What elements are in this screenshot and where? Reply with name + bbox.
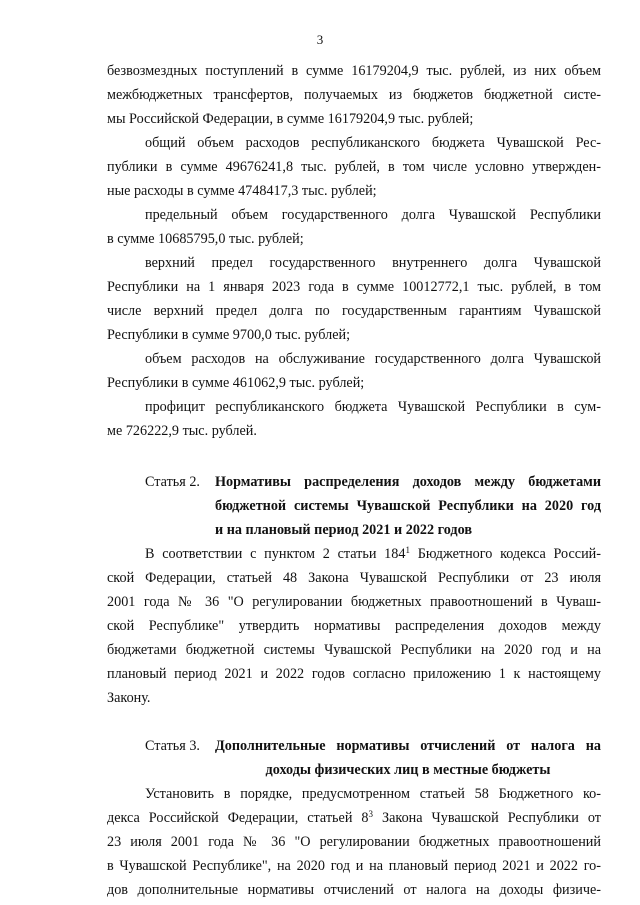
title-line: бюджетной системы Чувашской Республики на 2020 год — [215, 498, 601, 514]
text-line: ской Федерации, статьей 48 Закона Чувашской Республики от 23 июля — [107, 570, 601, 586]
article-number: Статья 3. — [145, 738, 200, 754]
page-number: 3 — [316, 32, 324, 47]
text-line: публики в сумме 49676241,8 тыс. рублей, в том числе условно утвержден- — [107, 159, 601, 175]
article-title — [215, 470, 601, 542]
text-line — [107, 806, 601, 830]
text-line: общий объем расходов республиканского бюджета Чувашской Рес- — [145, 135, 601, 151]
text-line: в сумме 10685795,0 тыс. рублей; — [107, 231, 304, 247]
text-fragment: В соответствии с пунктом 2 статьи 184 — [145, 546, 406, 562]
paragraph-debt-limit — [107, 203, 601, 251]
text-fragment: Бюджетного кодекса Россий- — [409, 546, 601, 562]
text-line: ской Республике" утвердить нормативы распределения доходов между — [107, 618, 601, 634]
title-line: доходы физических лиц в местные бюджеты — [265, 762, 551, 778]
paragraph-debt-service — [107, 347, 601, 395]
text-line — [107, 542, 601, 566]
title-line: Нормативы распределения доходов между бюджетами — [215, 474, 601, 490]
superscript: 1 — [405, 545, 410, 555]
text-fragment: Закона Чувашской Республики от — [373, 810, 601, 826]
text-line: объем расходов на обслуживание государственного долга Чувашской — [145, 351, 601, 367]
title-line: Дополнительные нормативы отчислений от налога на — [215, 738, 601, 754]
article-3-heading — [107, 734, 601, 782]
text-line: мы Российской Федерации, в сумме 16179204,9 тыс. рублей; — [107, 111, 474, 127]
text-line: ные расходы в сумме 4748417,3 тыс. рублей; — [107, 183, 377, 199]
article-2-heading — [107, 470, 601, 542]
text-line: межбюджетных трансфертов, получаемых из бюджетов бюджетной систе- — [107, 87, 601, 103]
text-line: предельный объем государственного долга Чувашской Республики — [145, 207, 601, 223]
text-line: 2001 года № 36 "О регулировании бюджетных правоотношений в Чуваш- — [107, 594, 601, 610]
article-number: Статья 2. — [145, 474, 200, 490]
text-line: верхний предел государственного внутреннего долга Чувашской — [145, 255, 601, 271]
text-line: Закону. — [107, 690, 151, 706]
text-fragment: декса Российской Федерации, статьей 8 — [107, 810, 369, 826]
document-body — [107, 59, 601, 902]
text-line: Установить в порядке, предусмотренном статьей 58 Бюджетного ко- — [145, 786, 601, 802]
text-line: безвозмездных поступлений в сумме 16179204,9 тыс. рублей, из них объем — [107, 63, 601, 79]
text-line: профицит республиканского бюджета Чувашской Республики в сум- — [145, 399, 601, 415]
text-line: плановый период 2021 и 2022 годов согласно приложению 1 к настоящему — [107, 666, 601, 682]
paragraph-surplus — [107, 395, 601, 443]
paragraph-revenues — [107, 59, 601, 131]
title-line: и на плановый период 2021 и 2022 годов — [215, 522, 473, 538]
text-line: 23 июля 2001 года № 36 "О регулировании бюджетных правоотношений — [107, 834, 601, 850]
text-line: Республики в сумме 461062,9 тыс. рублей; — [107, 375, 365, 391]
paragraph-expenditures — [107, 131, 601, 203]
text-line: числе верхний предел долга по государственным гарантиям Чувашской — [107, 303, 601, 319]
text-line: бюджетами бюджетной системы Чувашской Республики на 2020 год и на — [107, 642, 601, 658]
text-line: Республики в сумме 9700,0 тыс. рублей; — [107, 327, 351, 343]
text-line: Республики на 1 января 2023 года в сумме 10012772,1 тыс. рублей, в том — [107, 279, 601, 295]
text-line: ме 726222,9 тыс. рублей. — [107, 423, 257, 439]
article-2-body — [107, 542, 601, 710]
article-3-body — [107, 782, 601, 902]
text-line: дов дополнительные нормативы отчислений от налога на доходы физиче- — [107, 882, 601, 898]
superscript: 3 — [368, 809, 373, 819]
article-title — [215, 734, 601, 782]
text-line: в Чувашской Республике", на 2020 год и на плановый период 2021 и 2022 го- — [107, 858, 601, 874]
paragraph-debt-ceiling — [107, 251, 601, 347]
